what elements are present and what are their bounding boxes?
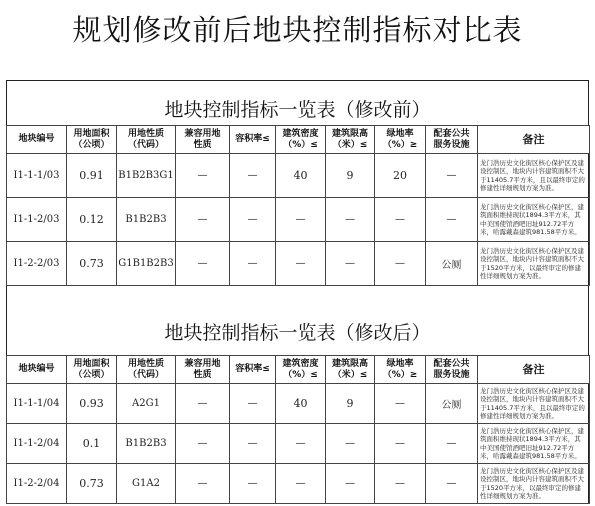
cell-compatible-use: — [176, 424, 230, 464]
header-density: 建筑密度 （%）≤ [276, 126, 326, 154]
header-land-area: 用地面积 （公顷） [67, 126, 117, 154]
cell-land-area: 0.1 [67, 424, 117, 464]
cell-height: 9 [326, 154, 375, 198]
header-land-use: 用地性质 （代码） [117, 356, 176, 384]
cell-compatible-use: — [176, 464, 230, 504]
header-green-ratio: 绿地率 （%）≥ [375, 356, 426, 384]
header-notes: 备注 [478, 126, 590, 154]
table-header-row [7, 356, 590, 384]
cell-block-id: I1-1-2/04 [7, 424, 67, 464]
header-land-use: 用地性质 （代码） [117, 126, 176, 154]
cell-density: 40 [276, 154, 326, 198]
cell-far: — [230, 198, 276, 242]
section-title-after: 地块控制指标一览表（修改后） [164, 322, 431, 344]
cell-far: — [230, 242, 276, 286]
cell-facilities: 公厕 [426, 242, 478, 286]
cell-land-use: B1B2B3G1 [117, 154, 176, 198]
cell-land-use: B1B2B3 [117, 198, 176, 242]
cell-note: 龙门浩历史文化街区核心保护区及建设控制区，地块内计容建筑面积不大于1520平方米，以最终审定的修建性详细规划方案为准。 [478, 242, 590, 286]
cell-block-id: I1-1-1/04 [7, 384, 67, 424]
header-green-ratio: 绿地率 （%）≥ [375, 126, 426, 154]
control-table-after [6, 355, 590, 504]
header-facilities: 配套公共 服务设施 [426, 126, 478, 154]
cell-green-ratio: — [375, 198, 426, 242]
cell-block-id: I1-2-2/04 [7, 464, 67, 504]
table-row [7, 464, 590, 504]
header-compatible-use: 兼容用地 性质 [176, 126, 230, 154]
cell-height: — [326, 464, 375, 504]
cell-height: — [326, 242, 375, 286]
header-far: 容积率≤ [230, 126, 276, 154]
cell-height: — [326, 198, 375, 242]
cell-land-area: 0.12 [67, 198, 117, 242]
cell-land-use: G1B1B2B3 [117, 242, 176, 286]
cell-block-id: I1-1-1/03 [7, 154, 67, 198]
cell-land-use: G1A2 [117, 464, 176, 504]
cell-block-id: I1-2-2/03 [7, 242, 67, 286]
section-title-before: 地块控制指标一览表（修改前） [164, 99, 431, 121]
cell-density: 40 [276, 384, 326, 424]
cell-green-ratio: — [375, 384, 426, 424]
header-height: 建筑限高 （米）≤ [326, 126, 375, 154]
cell-facilities: — [426, 154, 478, 198]
cell-note: 龙门浩历史文化街区核心保护区，建筑面积维持现状1894.3平方米，其中美国使馆酒吧旧址912.72平方米，哈露戴森建筑981.58平方米。 [478, 198, 590, 242]
cell-far: — [230, 424, 276, 464]
cell-green-ratio: — [375, 424, 426, 464]
cell-density: — [276, 198, 326, 242]
header-block-id: 地块编号 [7, 356, 67, 384]
cell-land-area: 0.73 [67, 242, 117, 286]
cell-density: — [276, 424, 326, 464]
cell-compatible-use: — [176, 384, 230, 424]
cell-height: — [326, 424, 375, 464]
cell-far: — [230, 384, 276, 424]
cell-facilities: 公厕 [426, 384, 478, 424]
header-facilities: 配套公共 服务设施 [426, 356, 478, 384]
table-row [7, 242, 590, 286]
header-density: 建筑密度 （%）≤ [276, 356, 326, 384]
header-land-area: 用地面积 （公顷） [67, 356, 117, 384]
table-row [7, 198, 590, 242]
cell-note: 龙门浩历史文化街区核心保护区及建设控制区，地块内计容建筑面积不大于1520平方米，以最终审定的修建性详细规划方案为准。 [478, 464, 590, 504]
cell-far: — [230, 154, 276, 198]
cell-land-use: B1B2B3 [117, 424, 176, 464]
cell-compatible-use: — [176, 198, 230, 242]
cell-note: 龙门浩历史文化街区核心保护区及建设控制区，地块内计容建筑面积不大于11405.7平方米，且以最终审定的修建性详细规划方案为准。 [478, 384, 590, 424]
cell-compatible-use: — [176, 242, 230, 286]
cell-green-ratio: 20 [375, 154, 426, 198]
table-header-row [7, 126, 590, 154]
header-height: 建筑限高 （米）≤ [326, 356, 375, 384]
header-far: 容积率≤ [230, 356, 276, 384]
control-table-before [6, 125, 590, 286]
table-row [7, 154, 590, 198]
cell-note: 龙门浩历史文化街区核心保护区及建设控制区，地块内计容建筑面积不大于11405.7平方米，且以最终审定的修建性详细规划方案为准。 [478, 154, 590, 198]
cell-height: 9 [326, 384, 375, 424]
cell-land-area: 0.93 [67, 384, 117, 424]
header-compatible-use: 兼容用地 性质 [176, 356, 230, 384]
cell-note: 龙门浩历史文化街区核心保护区，建筑面积维持现状1894.3平方米，其中美国使馆酒吧旧址912.72平方米，哈露戴森建筑981.58平方米。 [478, 424, 590, 464]
table-row [7, 384, 590, 424]
cell-facilities: — [426, 464, 478, 504]
cell-land-area: 0.73 [67, 464, 117, 504]
header-block-id: 地块编号 [7, 126, 67, 154]
cell-far: — [230, 464, 276, 504]
cell-facilities: — [426, 198, 478, 242]
cell-density: — [276, 242, 326, 286]
table-row [7, 424, 590, 464]
header-notes: 备注 [478, 356, 590, 384]
cell-block-id: I1-1-2/03 [7, 198, 67, 242]
cell-facilities: — [426, 424, 478, 464]
cell-green-ratio: — [375, 242, 426, 286]
cell-compatible-use: — [176, 154, 230, 198]
page-title: 规划修改前后地块控制指标对比表 [72, 13, 523, 47]
cell-land-use: A2G1 [117, 384, 176, 424]
cell-land-area: 0.91 [67, 154, 117, 198]
cell-green-ratio: — [375, 464, 426, 504]
cell-density: — [276, 464, 326, 504]
